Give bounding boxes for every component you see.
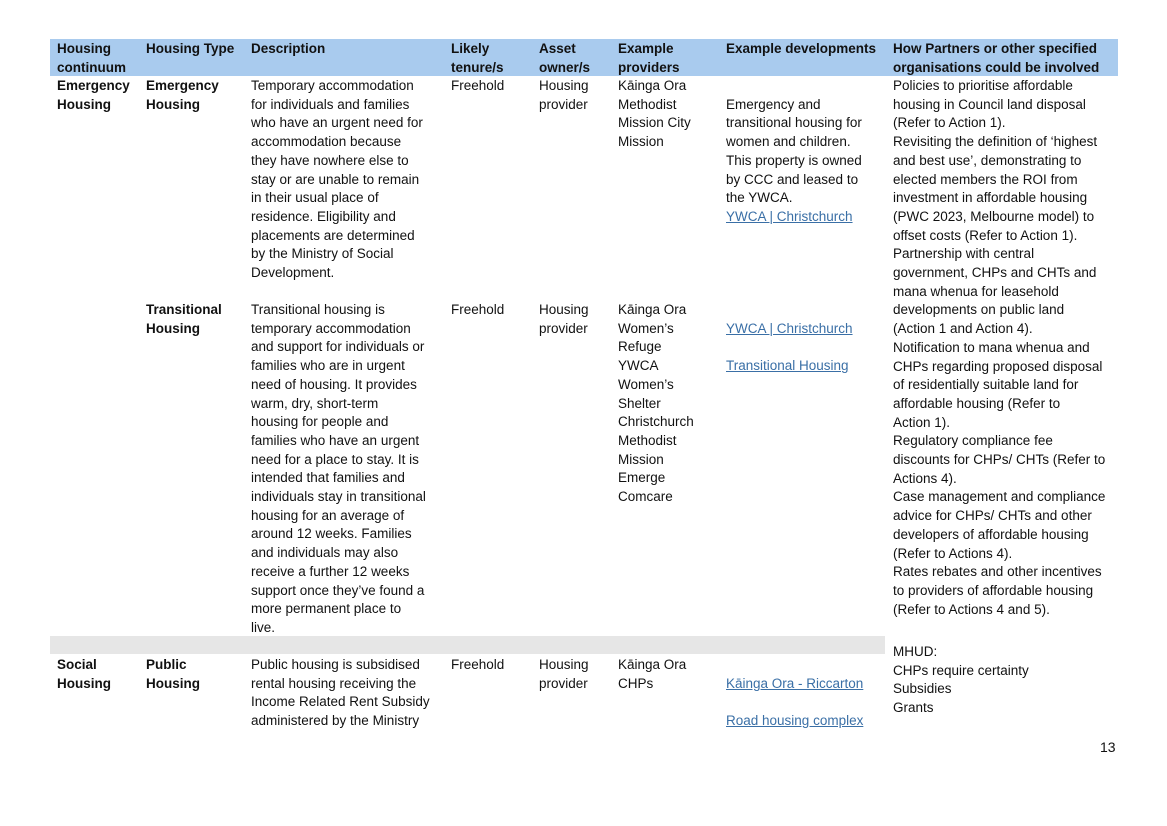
transitional-housing-link[interactable]: Transitional Housing bbox=[726, 358, 849, 374]
row-public-developments bbox=[726, 656, 863, 750]
row-emergency-continuum: Emergency Housing bbox=[57, 78, 130, 112]
row-transitional-providers: Kāinga Ora Women’s Refuge YWCA Women’s Shelter Christchurch Methodist Mission Emerge Comcare bbox=[618, 302, 694, 505]
row-emergency-type: Emergency Housing bbox=[146, 78, 219, 112]
row-public-tenure: Freehold bbox=[451, 657, 505, 672]
header-partners-involvement: How Partners or other specified organisations could be involved bbox=[893, 41, 1100, 75]
row-public-providers: Kāinga Ora CHPs bbox=[618, 657, 687, 691]
row-transitional-description: Transitional housing is temporary accommodation and support for individuals or families who are in urgent need of housing. It provides warm, dry, short-term housing for people and families who have an urgent need for a place to stay. It is intended that families and individuals stay in transitional housing for an average of around 12 weeks. Families and individuals may also receive a further 12 weeks support once they’ve found a more permanent place to live. bbox=[251, 302, 426, 635]
row-public-description: Public housing is subsidised rental housing receiving the Income Related Rent Subsidy administered by the Ministry bbox=[251, 657, 430, 729]
row-social-continuum: Social Housing bbox=[57, 657, 111, 691]
row-emergency-providers: Kāinga Ora Methodist Mission City Mission bbox=[618, 78, 691, 150]
row-transitional-tenure: Freehold bbox=[451, 302, 505, 317]
row-transitional-owner: Housing provider bbox=[539, 302, 589, 336]
row-public-type: Public Housing bbox=[146, 657, 200, 691]
partners-social-text: MHUD: CHPs require certainty Subsidies Grants bbox=[893, 644, 1029, 716]
page-number: 13 bbox=[1100, 739, 1116, 755]
kainga-ora-riccarton-link[interactable]: Kāinga Ora - Riccarton bbox=[726, 675, 864, 691]
ywca-christchurch-transitional-link[interactable]: YWCA | Christchurch bbox=[726, 320, 853, 336]
header-likely-tenure: Likely tenure/s bbox=[451, 41, 504, 75]
header-housing-continuum: Housing continuum bbox=[57, 41, 126, 75]
header-description: Description bbox=[251, 41, 326, 56]
row-public-owner: Housing provider bbox=[539, 657, 589, 691]
road-housing-complex-link[interactable]: Road housing complex bbox=[726, 713, 864, 729]
table-row-separator bbox=[50, 636, 885, 654]
row-emergency-owner: Housing provider bbox=[539, 78, 589, 112]
ywca-christchurch-link[interactable]: YWCA | Christchurch bbox=[726, 208, 853, 224]
row-emergency-description: Temporary accommodation for individuals and families who have an urgent need for accommodation because they have nowhere else to stay or are unable to remain in their usual place of residence. Eligibility and placements are determined by the Ministry of Social Development. bbox=[251, 78, 423, 281]
row-emergency-developments bbox=[726, 77, 862, 245]
header-example-providers: Example providers bbox=[618, 41, 680, 75]
row-transitional-developments bbox=[726, 301, 853, 395]
row-emergency-developments-text: Emergency and transitional housing for women and children. This property is owned by CCC and leased to the YWCA. bbox=[726, 96, 862, 206]
header-asset-owner: Asset owner/s bbox=[539, 41, 591, 75]
row-emergency-tenure: Freehold bbox=[451, 78, 505, 93]
header-example-developments: Example developments bbox=[726, 41, 877, 56]
row-transitional-type: Transitional Housing bbox=[146, 302, 222, 336]
partners-involvement-text: Policies to prioritise affordable housing in Council land disposal (Refer to Action 1). Revisiting the definition of ‘highest and best use’, demonstrating to elected members the ROI from investment in affordable housing (PWC 2023, Melbourne model) to offset costs (Refer to Action 1). Partnership with central government, CHPs and CHTs and mana whenua for leasehold developments on public land (Action 1 and Action 4). Notification to mana whenua and CHPs regarding proposed disposal of residentially suitable land for affordable housing (Refer to Action 1). Regulatory compliance fee discounts for CHPs/ CHTs (Refer to Actions 4). Case management and compliance advice for CHPs/ CHTs and other developers of affordable housing (Refer to Actions 4). Rates rebates and other incentives to providers of affordable housing (Refer to Actions 4 and 5). bbox=[893, 78, 1106, 617]
header-housing-type: Housing Type bbox=[146, 41, 235, 56]
